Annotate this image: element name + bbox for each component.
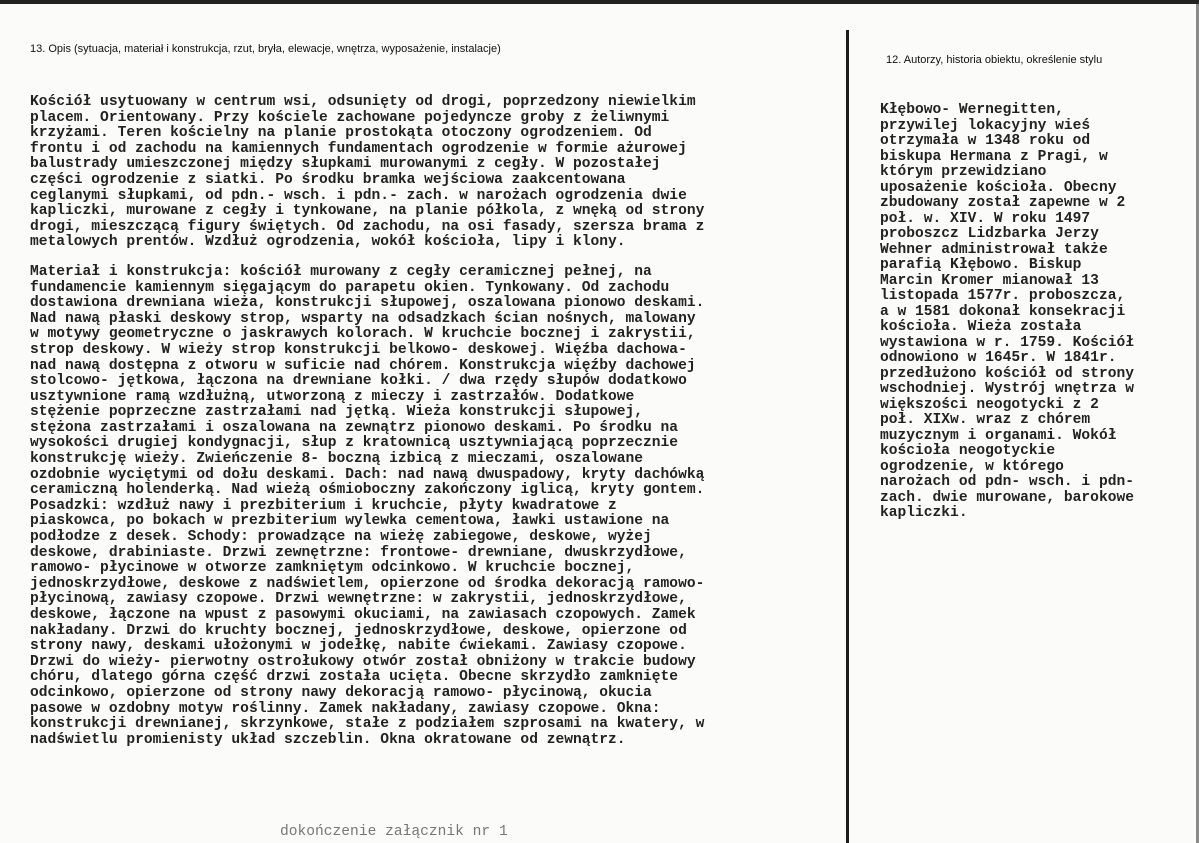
text-line: ceglanymi słupkami, od pdn.- wsch. i pdn.- zach. w narożach ogrodzenia dwie — [30, 187, 687, 204]
text-line: zach. dwie murowane, barokowe — [880, 489, 1134, 506]
text-line: Materiał i konstrukcja: kościół murowany z cegły ceramicznej pełnej, na — [30, 263, 652, 280]
text-line: przywilej lokacyjny wieś — [880, 117, 1091, 134]
text-line: kościoła. Wieża została — [880, 319, 1082, 335]
text-line: strony nawy, deskami ułożonymi w jodełkę, nabite ćwiekami. Zawiasy czopowe. — [30, 638, 687, 655]
history-column — [880, 103, 1180, 522]
text-line: uposażenie kościoła. Obecny — [880, 179, 1117, 196]
text-line: placem. Orientowany. Przy kościele zachowane pojedyncze groby z żeliwnymi — [30, 109, 670, 126]
text-line: Posadzki: wzdłuż nawy i prezbiterium i kruchcie, płyty kwadratowe z — [30, 497, 617, 514]
text-line: poł. XIXw. wraz z chórem — [880, 412, 1091, 428]
text-line: ogrodzenie, w którego — [880, 458, 1064, 475]
text-line: biskupa Hermana z Pragi, w — [880, 148, 1108, 165]
text-line: a w 1581 dokonał konsekracji — [880, 303, 1126, 320]
text-line: którym przewidziano — [880, 164, 1047, 180]
description-paragraph-1 — [30, 95, 830, 251]
text-line: ramowo- płycinowe w otworze zamkniętym odcinkowo. W kruchcie bocznej, — [30, 560, 635, 577]
text-line: podłodze z desek. Schody: prowadzące na wieżę zabiegowe, deskowe, wyżej — [30, 529, 652, 546]
section-12-heading: 12. Autorzy, historia obiektu, określenie stylu — [886, 54, 1103, 66]
text-line: proboszcz Lidzbarka Jerzy — [880, 226, 1099, 242]
text-line: jednoskrzydłowe, deskowe z nadświetlem, opierzone od środka dekoracją ramowo- — [30, 575, 705, 592]
text-line: Kłębowo- Wernegitten, — [880, 102, 1064, 118]
text-line: ceramiczną holenderką. Nad wieżą ośmioboczny zakończony iglicą, kryty gontem. — [30, 482, 705, 499]
paragraph-gap — [30, 251, 830, 265]
description-paragraph-2 — [30, 265, 830, 748]
text-line: kapliczki. — [880, 505, 968, 521]
text-line: fundamencie kamiennym sięgającym do parapetu okien. Tynkowany. Od zachodu — [30, 279, 670, 296]
continuation-note: dokończenie załącznik nr 1 — [280, 824, 508, 840]
text-line: części ogrodzenie z siatki. Po środku bramka wejściowa zaakcentowana — [30, 171, 626, 188]
text-line: stężenie poprzeczne zastrzałami nad jętką. Wieża konstrukcji słupowej, — [30, 404, 644, 421]
text-line: nakładany. Drzwi do kruchty bocznej, jednoskrzydłowe, deskowe, opierzone od — [30, 622, 687, 639]
text-line: otrzymała w 1348 roku od — [880, 133, 1091, 149]
text-line: Wehner administrował także — [880, 241, 1108, 258]
text-line: piaskowca, po bokach w prezbiterium wylewka cementowa, ławki ustawione na — [30, 513, 670, 530]
text-line: stolcowo- jętkowa, łączona na drewniane kołki. / dwa rzędy słupów dodatkowo — [30, 373, 687, 390]
text-line: drogi, mieszczącą figury świętych. Od zachodu, na osi fasady, szersza brama z — [30, 218, 705, 235]
text-line: kapliczki, murowane z cegły i tynkowane, na planie półkola, z wnęką od strony — [30, 203, 705, 220]
text-line: wschodniej. Wystrój wnętrza w — [880, 381, 1134, 397]
text-line: balustrady umieszczonej między słupkami murowanymi z cegły. W pozostałej — [30, 156, 661, 173]
text-line: przedłużono kościół od strony — [880, 365, 1134, 382]
text-line: listopada 1577r. proboszcza, — [880, 288, 1126, 304]
text-line: ozdobnie wyciętymi od dołu deskami. Dach: nad nawą dwuspadowy, kryty dachówką — [30, 466, 705, 483]
text-line: metalowych prentów. Wzdłuż ogrodzenia, wokół kościoła, lipy i klony. — [30, 234, 626, 251]
text-line: narożach od pdn- wsch. i pdn- — [880, 474, 1134, 490]
text-line: nadświetlu promienisty układ szczeblin. Okna okratowane od zewnątrz. — [30, 731, 626, 748]
text-line: kościoła neogotyckie — [880, 443, 1056, 459]
top-border — [0, 0, 1199, 4]
text-line: Nad nawą płaski deskowy strop, wsparty na odsadzkach ścian nośnych, malowany — [30, 310, 696, 327]
text-line: parafią Kłębowo. Biskup — [880, 257, 1082, 273]
text-line: krzyżami. Teren kościelny na planie prostokąta otoczony ogrodzeniem. Od — [30, 125, 652, 142]
text-line: konstrukcję wieży. Zwieńczenie 8- boczną izbicą z mieczami, oszalowane — [30, 451, 644, 468]
text-line: odcinkowo, opierzone od strony nawy dekoracją ramowo- płycinową, okucia — [30, 684, 652, 701]
text-line: deskowe, łączone na wpust z pasowymi okuciami, na zawiasach czopowych. Zamek — [30, 607, 696, 623]
text-line: Kościół usytuowany w centrum wsi, odsunięty od drogi, poprzedzony niewielkim — [30, 94, 696, 110]
text-line: zbudowany został zapewne w 2 — [880, 195, 1126, 211]
text-line: konstrukcji drewnianej, skrzynkowe, stałe z podziałem szprosami na kwatery, w — [30, 716, 705, 733]
text-line: muzycznym i organami. Wokół — [880, 427, 1117, 444]
text-line: nad nawą dostępna z otworu w suficie nad chórem. Konstrukcja więźby dachowej — [30, 357, 696, 374]
text-line: deskowe, drabiniaste. Drzwi zewnętrzne: frontowe- drewniane, dwuskrzydłowe, — [30, 544, 687, 561]
column-divider — [846, 30, 849, 843]
description-column — [30, 95, 830, 748]
text-line: pasowe w ozdobny motyw roślinny. Zamek nakładany, zawiasy czopowe. Okna: — [30, 700, 661, 717]
text-line: stężona zastrzałami i oszalowana na zewnątrz pionowo deskami. Po środku na — [30, 419, 679, 436]
text-line: dostawiona drewniana wieża, konstrukcji słupowej, oszalowana pionowo deskami. — [30, 295, 705, 312]
text-line: w motywy geometryczne o jaskrawych kolorach. W kruchcie bocznej i zakrystii, — [30, 326, 696, 343]
text-line: strop deskowy. W wieży strop konstrukcji belkowo- deskowej. Więźba dachowa- — [30, 341, 687, 358]
section-13-heading: 13. Opis (sytuacja, materiał i konstrukcja, rzut, bryła, elewacje, wnętrza, wyposażenie, instalacje) — [30, 43, 501, 55]
text-line: poł. w. XIV. W roku 1497 — [880, 210, 1091, 227]
text-line: Drzwi do wieży- pierwotny ostrołukowy otwór został obniżony w trakcie budowy — [30, 653, 696, 670]
text-line: usztywnione ramą wzdłużną, utworzoną z mieczy i zastrzałów. Dodatkowe — [30, 388, 635, 405]
text-line: chóru, dlatego górna część drzwi została ucięta. Obecne skrzydło zamknięte — [30, 669, 679, 686]
text-line: wystawiona w r. 1759. Kościół — [880, 334, 1134, 351]
text-line: Marcin Kromer mianował 13 — [880, 272, 1099, 289]
text-line: większości neogotycki z 2 — [880, 396, 1099, 413]
history-text — [880, 103, 1180, 522]
text-line: frontu i od zachodu na kamiennych fundamentach ogrodzenie w formie ażurowej — [30, 140, 687, 157]
text-line: płycinową, zawiasy czopowe. Drzwi wewnętrzne: w zakrystii, jednoskrzydłowe, — [30, 591, 687, 608]
text-line: wysokości drugiej kondygnacji, słup z kratownicą usztywniającą poprzecznie — [30, 435, 679, 452]
text-line: odnowiono w 1645r. W 1841r. — [880, 350, 1117, 366]
